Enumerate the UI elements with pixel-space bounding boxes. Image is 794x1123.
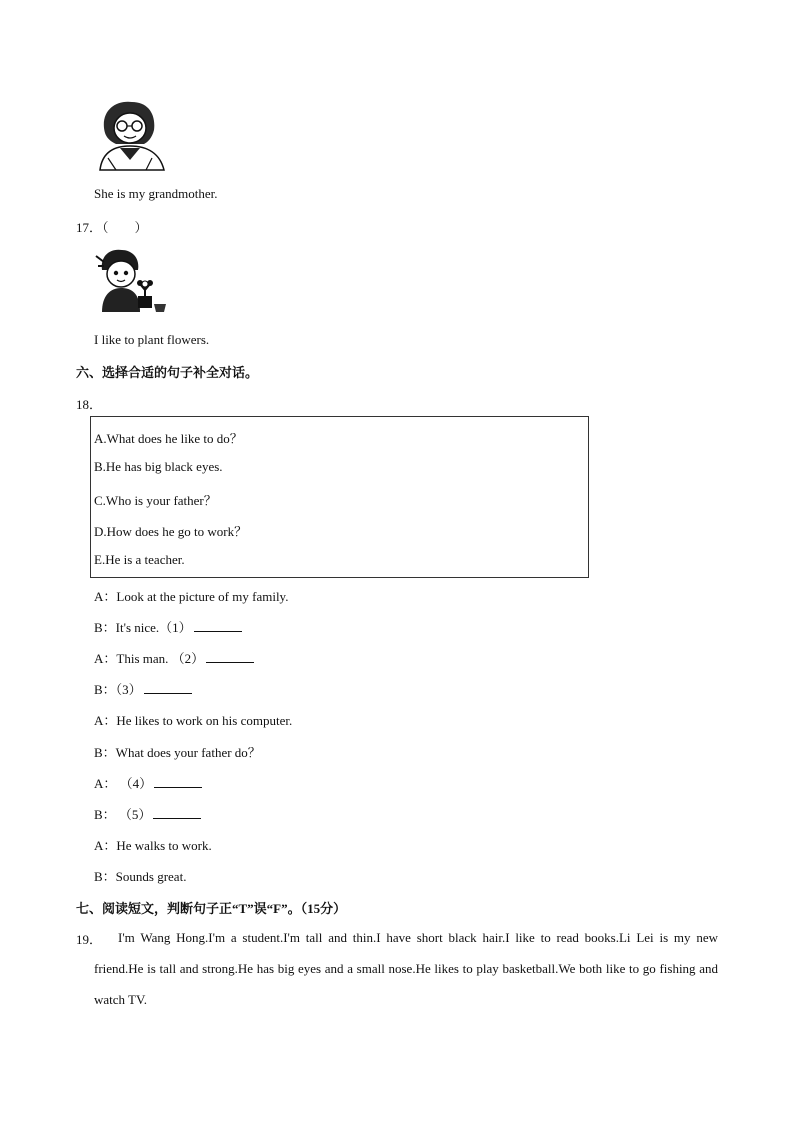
dialogue-line-7: [94, 773, 202, 792]
q17-number: 17．（ ）: [76, 220, 148, 235]
q18-option-b: B.He has big black eyes.: [94, 459, 223, 474]
q18-option-d: D.How does he go to work？: [94, 524, 248, 539]
dialogue-line-6: [94, 742, 261, 761]
q16-caption: She is my grandmother.: [94, 186, 218, 201]
q18-option-e: E.He is a teacher.: [94, 552, 185, 567]
dialogue-text: A：This man. （2）: [94, 651, 205, 666]
dialogue-text: B：（3）: [94, 682, 142, 697]
dialogue-text: A：Look at the picture of my family.: [94, 589, 289, 604]
q18-number: 18．: [76, 397, 103, 412]
section6-heading: 六、选择合适的句子补全对话。: [76, 365, 259, 380]
dialogue-line-1: [94, 586, 288, 605]
q17-caption: I like to plant flowers.: [94, 332, 210, 347]
answer-blank-4[interactable]: [154, 775, 202, 788]
answer-blank-2[interactable]: [206, 650, 254, 663]
answer-blank-5[interactable]: [153, 806, 201, 819]
q18-option-c: C.Who is your father？: [94, 493, 217, 508]
girl-planting-flowers-illustration: [94, 248, 168, 314]
dialogue-text: B： （5）: [94, 807, 152, 822]
dialogue-line-2: [94, 617, 242, 636]
dialogue-line-5: [94, 710, 292, 729]
dialogue-text: A：He likes to work on his computer.: [94, 713, 293, 728]
dialogue-text: A： （4）: [94, 776, 153, 791]
q19-passage-text: I'm Wang Hong.I'm a student.I'm tall and thin.I have short black hair.I like to read books.Li Lei is my new friend.He is tall and strong.He has big eyes and a small nose.He likes to play basketball.We both like to go fishing and watch TV.: [94, 930, 718, 1007]
dialogue-text: B：It's nice.（1）: [94, 620, 192, 635]
dialogue-text: A：He walks to work.: [94, 838, 212, 853]
dialogue-line-3: [94, 648, 254, 667]
q18-option-a: A.What does he like to do？: [94, 431, 243, 446]
answer-blank-1[interactable]: [194, 619, 242, 632]
q18-options-box: [90, 416, 589, 578]
dialogue-line-4: [94, 679, 192, 698]
dialogue-line-9: [94, 835, 212, 854]
dialogue-line-8: [94, 804, 201, 823]
dialogue-text: B：What does your father do？: [94, 745, 261, 760]
answer-blank-3[interactable]: [144, 681, 192, 694]
grandmother-illustration: [94, 98, 168, 172]
section7-heading: 七、阅读短文，判断句子正“T”误“F”。（15分）: [76, 901, 347, 916]
dialogue-text: B：Sounds great.: [94, 869, 187, 884]
dialogue-line-10: [94, 866, 186, 885]
q19-passage: [94, 922, 718, 1015]
q19-number: 19．: [76, 932, 103, 947]
